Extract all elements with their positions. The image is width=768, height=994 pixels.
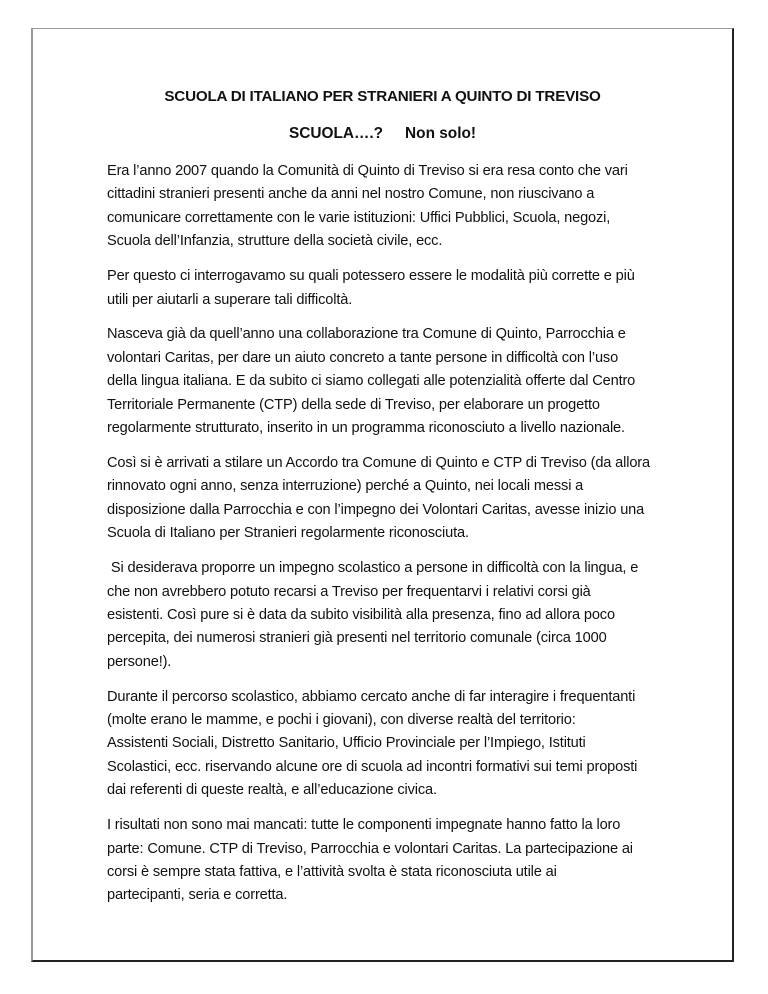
- document-body: [107, 160, 667, 919]
- text-line: Era l’anno 2007 quando la Comunità di Quinto di Treviso si era resa conto che vari: [107, 163, 628, 179]
- text-line: Così si è arrivati a stilare un Accordo tra Comune di Quinto e CTP di Treviso (da allora: [107, 454, 650, 471]
- subtitle-question: SCUOLA….?: [288, 125, 384, 142]
- text-line: Assistenti Sociali, Distretto Sanitario, Ufficio Provinciale per l’Impiego, Istituti: [107, 735, 586, 752]
- text-line: Durante il percorso scolastico, abbiamo cercato anche di far interagire i frequentanti: [107, 688, 636, 705]
- text-line: comunicare correttamente con le varie istituzioni: Uffici Pubblici, Scuola, negozi,: [107, 209, 611, 226]
- text-line: partecipanti, seria e corretta.: [107, 887, 288, 904]
- text-line: utili per aiutarli a superare tali difficoltà.: [107, 291, 353, 308]
- text-line: Nasceva già da quell’anno una collaborazione tra Comune di Quinto, Parrocchia e: [107, 326, 626, 343]
- text-line: I risultati non sono mai mancati: tutte le componenti impegnate hanno fatto la loro: [107, 817, 621, 834]
- paragraph-3: [107, 323, 667, 440]
- paragraph-1: [107, 160, 667, 254]
- text-line: disposizione dalla Parrocchia e con l’impegno dei Volontari Caritas, avesse inizio una: [107, 501, 645, 518]
- text-line: Scolastici, ecc. riservando alcune ore di scuola ad incontri formativi sui temi proposti: [107, 758, 638, 775]
- text-line: che non avrebbero potuto recarsi a Treviso per frequentarvi i relativi corsi già: [107, 583, 591, 600]
- text-line: della lingua italiana. E da subito ci siamo collegati alle potenzialità offerte dal Centro: [107, 373, 636, 390]
- text-line: esistenti. Così pure si è data da subito visibilità alla presenza, fino ad allora poco: [107, 606, 615, 623]
- paragraph-5: [107, 557, 667, 674]
- text-line: (molte erano le mamme, e pochi i giovani), con diverse realtà del territorio:: [107, 712, 576, 729]
- paragraph-4: [107, 452, 667, 546]
- document-page: [31, 28, 734, 962]
- text-line: Scuola di Italiano per Stranieri regolarmente riconosciuta.: [107, 525, 469, 542]
- paragraph-7: [107, 814, 667, 908]
- text-line: rinnovato ogni anno, senza interruzione) perché a Quinto, nei locali messi a: [107, 478, 584, 495]
- text-line: regolarmente strutturato, inserito in un programma riconosciuto a livello nazionale.: [107, 420, 625, 437]
- paragraph-6: [107, 686, 667, 803]
- subtitle-answer: Non solo!: [405, 125, 477, 142]
- document-subtitle: [33, 125, 732, 143]
- text-line: corsi è sempre stata fattiva, e l’attività svolta è stata riconosciuta utile ai: [107, 863, 557, 880]
- document-title: SCUOLA DI ITALIANO PER STRANIERI A QUINTO DI TREVISO: [164, 88, 601, 105]
- text-line: Territoriale Permanente (CTP) della sede di Treviso, per elaborare un progetto: [107, 396, 600, 413]
- text-line: Per questo ci interrogavamo su quali potessero essere le modalità più corrette e più: [107, 268, 635, 285]
- text-line: volontari Caritas, per dare un aiuto concreto a tante persone in difficoltà con l’uso: [107, 349, 619, 366]
- text-line: cittadini stranieri presenti anche da anni nel nostro Comune, non riuscivano a: [107, 186, 595, 203]
- text-line: persone!).: [107, 653, 172, 670]
- text-line: Si desiderava proporre un impegno scolastico a persone in difficoltà con la lingua, e: [107, 560, 639, 577]
- text-line: Scuola dell’Infanzia, strutture della società civile, ecc.: [107, 233, 443, 250]
- text-line: percepita, dei numerosi stranieri già presenti nel territorio comunale (circa 1000: [107, 630, 607, 647]
- paragraph-2: [107, 265, 667, 312]
- text-line: parte: Comune. CTP di Treviso, Parrocchia e volontari Caritas. La partecipazione ai: [107, 840, 633, 857]
- text-line: dai referenti di queste realtà, e all’educazione civica.: [107, 782, 437, 799]
